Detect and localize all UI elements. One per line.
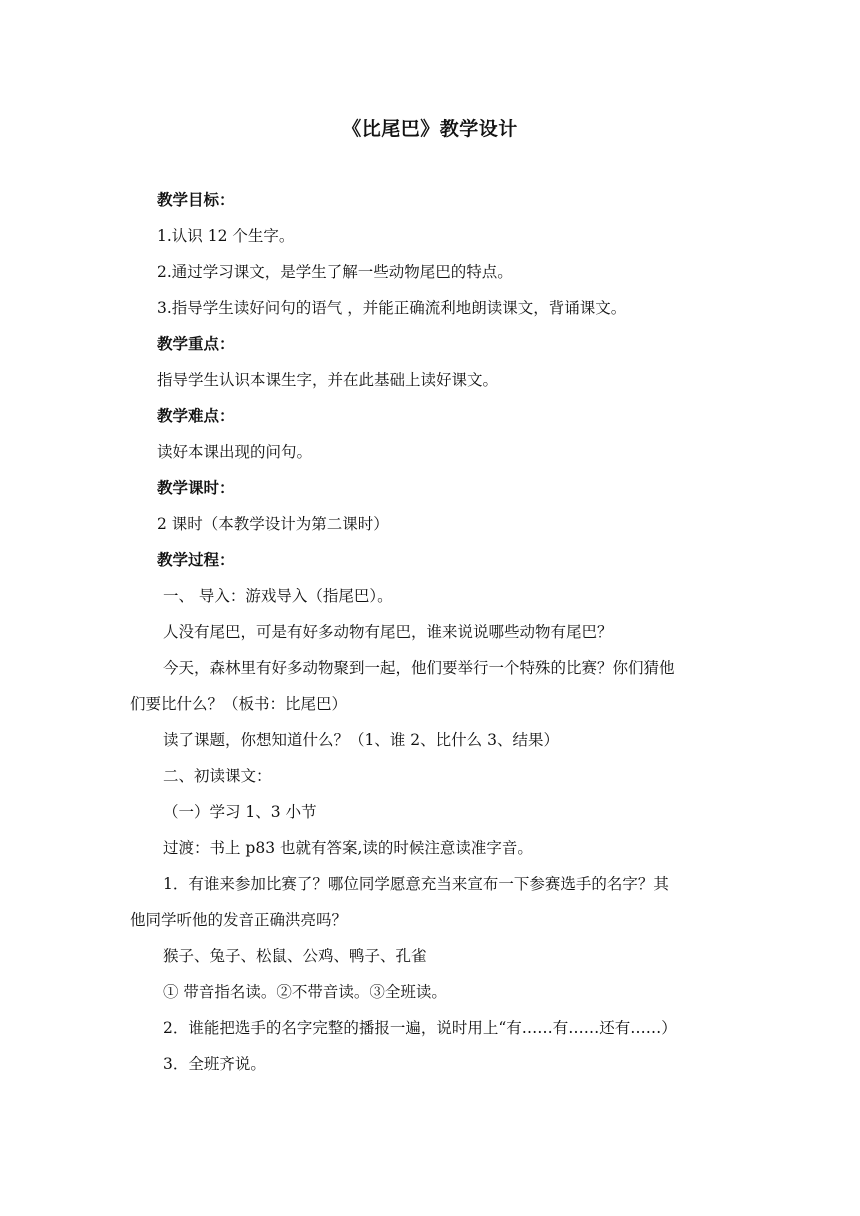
goal-item-3: 3.指导学生读好问句的语气 ，并能正确流利地朗读课文，背诵课文。 <box>157 299 627 317</box>
paragraph-line: 他同学听他的发音正确洪亮吗？ <box>130 911 348 929</box>
heading-teaching-process: 教学过程： <box>157 550 235 569</box>
paragraph-line: 们要比什么？（板书：比尾巴） <box>130 695 348 713</box>
difficulties-text: 读好本课出现的问句。 <box>157 443 313 461</box>
paragraph-line: 3．全班齐说。 <box>163 1055 266 1073</box>
paragraph-line: 今天，森林里有好多动物聚到一起，他们要举行一个特殊的比赛？你们猜他 <box>163 659 675 677</box>
heading-teaching-goals: 教学目标： <box>157 190 235 209</box>
paragraph-line: 2．谁能把选手的名字完整的播报一遍，说时用上“有……有……还有……） <box>163 1019 677 1037</box>
heading-key-points: 教学重点： <box>157 334 235 353</box>
goal-item-2: 2.通过学习课文，是学生了解一些动物尾巴的特点。 <box>157 263 513 281</box>
paragraph-line: 猴子、兔子、松鼠、公鸡、鸭子、孔雀 <box>163 947 427 965</box>
section-1-heading: 一、 导入：游戏导入（指尾巴）。 <box>163 587 393 605</box>
heading-difficulties: 教学难点： <box>157 406 235 425</box>
heading-class-hours: 教学课时： <box>157 478 235 497</box>
paragraph-line: 1．有谁来参加比赛了？哪位同学愿意充当来宣布一下参赛选手的名字？其 <box>163 875 669 893</box>
class-hours-text: 2 课时（本教学设计为第二课时） <box>157 515 389 533</box>
paragraph-line: 过渡：书上 p83 也就有答案,读的时候注意读准字音。 <box>163 839 533 857</box>
subsection-heading: （一）学习 1、3 小节 <box>163 803 317 821</box>
document-title: 《比尾巴》教学设计 <box>342 118 518 140</box>
section-2-heading: 二、初读课文： <box>163 767 272 785</box>
paragraph-line: ① 带音指名读。②不带音读。③全班读。 <box>163 983 447 1001</box>
paragraph-line: 读了课题，你想知道什么？（1、谁 2、比什么 3、结果） <box>163 731 559 749</box>
paragraph-line: 人没有尾巴，可是有好多动物有尾巴，谁来说说哪些动物有尾巴？ <box>163 623 613 641</box>
key-points-text: 指导学生认识本课生字，并在此基础上读好课文。 <box>157 371 499 389</box>
goal-item-1: 1.认识 12 个生字。 <box>157 227 295 245</box>
